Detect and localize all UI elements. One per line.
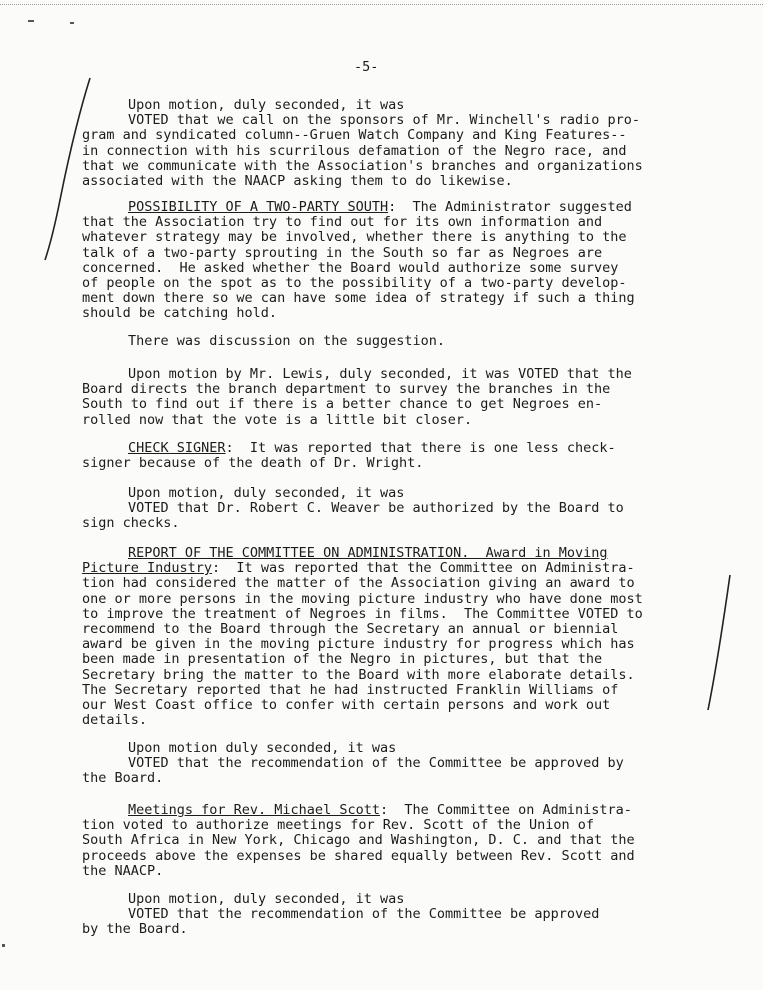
line-text: to improve the treatment of Negroes in films. The Committee VOTED to <box>82 605 643 622</box>
paragraph <box>82 200 706 322</box>
paragraph <box>82 486 706 532</box>
text-line <box>82 803 706 818</box>
page-number: -5- <box>354 59 379 75</box>
line-text: : The Committee on Administra- <box>379 802 632 818</box>
line-text: Upon motion, duly seconded, it was <box>128 891 405 907</box>
paragraph <box>82 546 706 728</box>
text-line <box>82 144 706 159</box>
top-edge-line <box>0 4 763 6</box>
line-text: talk of a two-party sprouting in the South so far as Negroes are <box>82 244 603 261</box>
text-line <box>82 306 706 321</box>
text-line <box>82 922 706 937</box>
paragraph <box>82 98 706 189</box>
text-line <box>82 397 706 412</box>
line-text: of people on the spot as to the possibility of a two-party develop- <box>82 275 627 292</box>
line-text: : It was reported that there is one less check- <box>225 440 616 456</box>
text-line <box>82 501 706 516</box>
text-line <box>82 334 706 349</box>
line-text: The Secretary reported that he had instructed Franklin Williams of <box>82 681 619 698</box>
paragraph <box>82 441 706 471</box>
line-text: VOTED that Dr. Robert C. Weaver be authorized by the Board to <box>128 500 624 517</box>
line-text: tion had considered the matter of the Association giving an award to <box>82 575 635 592</box>
line-text: award be given in the moving picture industry for progress which has <box>82 636 635 653</box>
paragraph <box>82 741 706 787</box>
text-line <box>82 456 706 471</box>
line-text: There was discussion on the suggestion. <box>128 333 445 349</box>
line-text: that we communicate with the Association's branches and organizations <box>82 157 643 174</box>
line-text: tion voted to authorize meetings for Rev. Scott of the Union of <box>82 817 595 834</box>
text-line <box>82 413 706 428</box>
text-line <box>82 849 706 864</box>
line-text: recommend to the Board through the Secretary an annual or biennial <box>82 621 619 638</box>
text-line <box>82 713 706 728</box>
text-line <box>82 200 706 215</box>
scan-mark <box>2 944 5 947</box>
text-line <box>82 771 706 786</box>
text-line <box>82 382 706 397</box>
line-text: the NAACP. <box>82 862 164 879</box>
underlined-heading: REPORT OF THE COMMITTEE ON ADMINISTRATION. Award in Moving <box>128 545 608 561</box>
text-line <box>82 367 706 382</box>
line-text: by the Board. <box>82 921 188 938</box>
text-line <box>82 668 706 683</box>
line-text: one or more persons in the moving picture industry who have done most <box>82 590 643 607</box>
text-line <box>82 230 706 245</box>
line-text: that the Association try to find out for its own information and <box>82 214 603 231</box>
text-line <box>82 246 706 261</box>
text-line <box>82 741 706 756</box>
line-text: Upon motion, duly seconded, it was <box>128 97 405 113</box>
line-text: proceeds above the expenses be shared equally between Rev. Scott and <box>82 847 635 864</box>
paragraph <box>82 367 706 428</box>
text-line <box>82 756 706 771</box>
text-line <box>82 128 706 143</box>
underlined-heading: CHECK SIGNER <box>128 440 226 456</box>
paragraph <box>82 334 706 349</box>
line-text: VOTED that we call on the sponsors of Mr. Winchell's radio pro- <box>128 112 641 129</box>
text-line <box>82 864 706 879</box>
text-line <box>82 98 706 113</box>
line-text: Upon motion duly seconded, it was <box>128 740 397 756</box>
line-text: details. <box>82 712 148 729</box>
text-line <box>82 215 706 230</box>
line-text: in connection with his scurrilous defamation of the Negro race, and <box>82 142 627 159</box>
text-line <box>82 291 706 306</box>
line-text: Secretary bring the matter to the Board with more elaborate details. <box>82 666 635 683</box>
text-line <box>82 683 706 698</box>
text-line <box>82 159 706 174</box>
line-text: associated with the NAACP asking them to do likewise. <box>82 173 513 190</box>
underlined-heading: POSSIBILITY OF A TWO-PARTY SOUTH <box>128 199 389 215</box>
text-line <box>82 441 706 456</box>
line-text: South to find out if there is a better chance to get Negroes en- <box>82 396 603 413</box>
line-text: Upon motion by Mr. Lewis, duly seconded, it was VOTED that the <box>128 366 632 382</box>
scan-mark <box>28 20 34 22</box>
line-text: ment down there so we can have some idea of strategy if such a thing <box>82 290 635 307</box>
text-line <box>82 276 706 291</box>
line-text: our West Coast office to confer with certain persons and work out <box>82 697 611 714</box>
text-line <box>82 833 706 848</box>
text-line <box>82 607 706 622</box>
text-line <box>82 592 706 607</box>
text-line <box>82 892 706 907</box>
text-line <box>82 818 706 833</box>
text-line <box>82 486 706 501</box>
text-line <box>82 652 706 667</box>
line-text: : It was reported that the Committee on Administra- <box>212 560 635 577</box>
line-text: Upon motion, duly seconded, it was <box>128 485 405 501</box>
text-line <box>82 516 706 531</box>
line-text: gram and syndicated column--Gruen Watch Company and King Features-- <box>82 127 627 144</box>
line-text: should be catching hold. <box>82 305 278 322</box>
text-line <box>82 261 706 276</box>
line-text: been made in presentation of the Negro in pictures, but that the <box>82 651 603 668</box>
line-text: : The Administrator suggested <box>388 199 632 215</box>
paragraph <box>82 892 706 938</box>
text-line <box>82 174 706 189</box>
scan-mark <box>70 22 74 24</box>
line-text: concerned. He asked whether the Board would authorize some survey <box>82 259 619 276</box>
line-text: VOTED that the recommendation of the Committee be approved <box>128 906 600 923</box>
line-text: rolled now that the vote is a little bit closer. <box>82 411 473 428</box>
underlined-heading: Meetings for Rev. Michael Scott <box>128 802 380 818</box>
text-line <box>82 113 706 128</box>
line-text: whatever strategy may be involved, whether there is anything to the <box>82 229 627 246</box>
margin-mark-right <box>700 570 740 720</box>
line-text: South Africa in New York, Chicago and Washington, D. C. and that the <box>82 832 635 849</box>
line-text: sign checks. <box>82 515 180 532</box>
text-line <box>82 576 706 591</box>
text-line <box>82 698 706 713</box>
line-text: the Board. <box>82 770 164 787</box>
text-line <box>82 561 706 576</box>
text-line <box>82 546 706 561</box>
line-text: Board directs the branch department to survey the branches in the <box>82 381 611 398</box>
line-text: VOTED that the recommendation of the Committee be approved by <box>128 755 624 772</box>
paragraph <box>82 803 706 879</box>
underlined-heading: Picture Industry <box>82 560 213 577</box>
text-line <box>82 622 706 637</box>
text-line <box>82 637 706 652</box>
text-line <box>82 907 706 922</box>
line-text: signer because of the death of Dr. Wright. <box>82 455 424 472</box>
